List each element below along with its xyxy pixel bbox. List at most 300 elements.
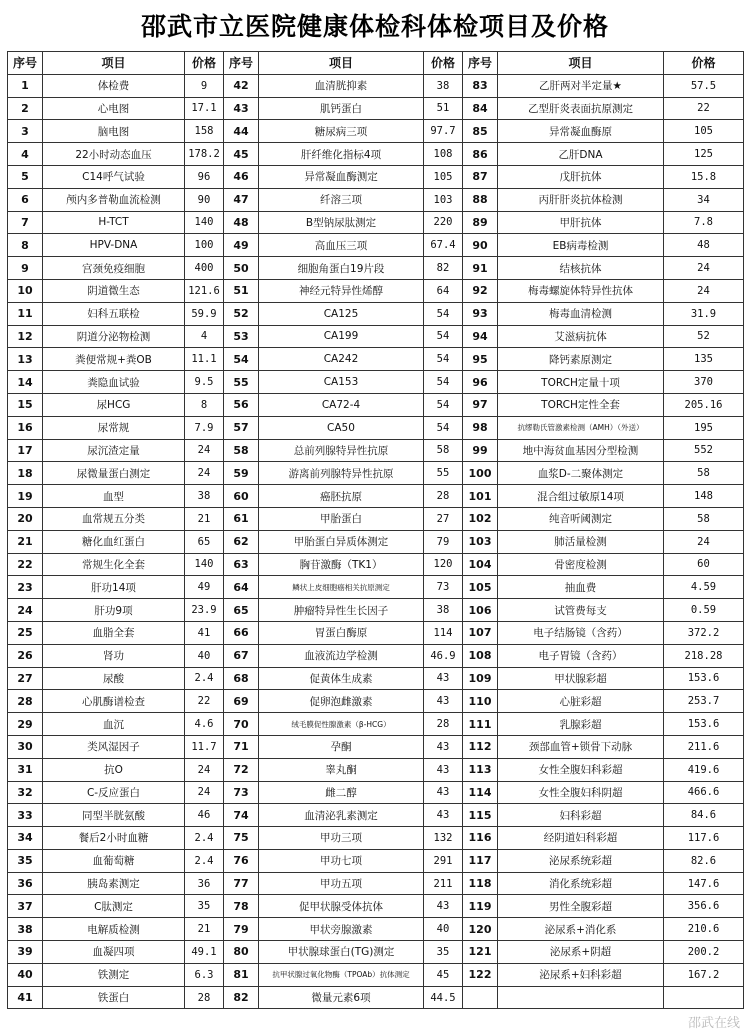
item-number: 92 xyxy=(463,279,498,302)
item-number: 82 xyxy=(224,986,259,1009)
item-number: 114 xyxy=(463,781,498,804)
item-price: 24 xyxy=(185,439,224,462)
item-name: 血葡萄糖 xyxy=(43,849,185,872)
item-price: 372.2 xyxy=(664,621,744,644)
item-name: 阴道分泌物检测 xyxy=(43,325,185,348)
item-price: 158 xyxy=(185,120,224,143)
item-price: 356.6 xyxy=(664,895,744,918)
item-price: 17.1 xyxy=(185,97,224,120)
item-name: CA50 xyxy=(259,416,424,439)
item-price: 43 xyxy=(424,667,463,690)
item-number: 42 xyxy=(224,74,259,97)
item-name: 血型 xyxy=(43,485,185,508)
item-number: 4 xyxy=(8,143,43,166)
item-name: 经阴道妇科彩超 xyxy=(498,827,664,850)
item-price: 419.6 xyxy=(664,758,744,781)
item-name: 抗O xyxy=(43,758,185,781)
item-number: 47 xyxy=(224,188,259,211)
item-price: 9 xyxy=(185,74,224,97)
item-price: 43 xyxy=(424,804,463,827)
item-price: 400 xyxy=(185,257,224,280)
header-price: 价格 xyxy=(424,52,463,75)
item-price: 552 xyxy=(664,439,744,462)
table-row xyxy=(8,553,744,576)
item-name: TORCH定性全套 xyxy=(498,393,664,416)
item-name: 消化系统彩超 xyxy=(498,872,664,895)
item-number: 111 xyxy=(463,713,498,736)
item-number: 29 xyxy=(8,713,43,736)
item-price: 11.1 xyxy=(185,348,224,371)
item-number: 18 xyxy=(8,462,43,485)
item-name: 甲功七项 xyxy=(259,849,424,872)
item-name: 孕酮 xyxy=(259,735,424,758)
item-name: 心电图 xyxy=(43,97,185,120)
item-number: 55 xyxy=(224,371,259,394)
item-name: 胰岛素测定 xyxy=(43,872,185,895)
item-number: 62 xyxy=(224,530,259,553)
item-number: 31 xyxy=(8,758,43,781)
item-name: CA125 xyxy=(259,302,424,325)
item-number: 19 xyxy=(8,485,43,508)
item-name: 电子胃镜（含药） xyxy=(498,644,664,667)
item-number: 25 xyxy=(8,621,43,644)
item-price: 466.6 xyxy=(664,781,744,804)
item-name: 女性全腹妇科彩超 xyxy=(498,758,664,781)
item-name: 泌尿系+消化系 xyxy=(498,918,664,941)
table-row xyxy=(8,302,744,325)
item-name: 骨密度检测 xyxy=(498,553,664,576)
item-price: 100 xyxy=(185,234,224,257)
item-price: 58 xyxy=(664,507,744,530)
item-number: 45 xyxy=(224,143,259,166)
item-name: 妇科彩超 xyxy=(498,804,664,827)
item-number: 66 xyxy=(224,621,259,644)
item-number: 1 xyxy=(8,74,43,97)
item-number: 59 xyxy=(224,462,259,485)
item-name: 乙肝两对半定量★ xyxy=(498,74,664,97)
item-number: 90 xyxy=(463,234,498,257)
item-number: 16 xyxy=(8,416,43,439)
item-name xyxy=(498,986,664,1009)
item-name: 甲功五项 xyxy=(259,872,424,895)
item-price: 132 xyxy=(424,827,463,850)
table-row xyxy=(8,234,744,257)
item-name: 粪隐血试验 xyxy=(43,371,185,394)
item-price: 21 xyxy=(185,507,224,530)
item-name: 甲胎蛋白异质体测定 xyxy=(259,530,424,553)
item-name: 抽血费 xyxy=(498,576,664,599)
item-name: 抗甲状腺过氧化物酶（TPOAb）抗体测定 xyxy=(259,963,424,986)
item-number: 103 xyxy=(463,530,498,553)
item-name: 脑电图 xyxy=(43,120,185,143)
item-price: 43 xyxy=(424,895,463,918)
item-name: 雌二醇 xyxy=(259,781,424,804)
item-number: 41 xyxy=(8,986,43,1009)
table-row xyxy=(8,325,744,348)
item-name: 试管费每支 xyxy=(498,599,664,622)
item-price: 7.9 xyxy=(185,416,224,439)
item-name: 体检费 xyxy=(43,74,185,97)
table-row xyxy=(8,713,744,736)
item-number: 67 xyxy=(224,644,259,667)
header-price: 价格 xyxy=(185,52,224,75)
item-price: 52 xyxy=(664,325,744,348)
item-name: 尿常规 xyxy=(43,416,185,439)
item-price: 8 xyxy=(185,393,224,416)
item-name: 铁蛋白 xyxy=(43,986,185,1009)
item-price: 44.5 xyxy=(424,986,463,1009)
item-price: 45 xyxy=(424,963,463,986)
item-price: 200.2 xyxy=(664,941,744,964)
table-row xyxy=(8,804,744,827)
item-price: 135 xyxy=(664,348,744,371)
item-price: 43 xyxy=(424,735,463,758)
item-number: 79 xyxy=(224,918,259,941)
item-number: 2 xyxy=(8,97,43,120)
table-row xyxy=(8,576,744,599)
item-name: 女性全腹妇科阴超 xyxy=(498,781,664,804)
item-name: 肝功14项 xyxy=(43,576,185,599)
item-price: 38 xyxy=(424,74,463,97)
item-price: 57.5 xyxy=(664,74,744,97)
table-row xyxy=(8,986,744,1009)
item-number: 7 xyxy=(8,211,43,234)
item-name: H-TCT xyxy=(43,211,185,234)
item-number: 118 xyxy=(463,872,498,895)
item-number: 98 xyxy=(463,416,498,439)
item-number: 65 xyxy=(224,599,259,622)
table-row xyxy=(8,690,744,713)
item-name: 泌尿系+妇科彩超 xyxy=(498,963,664,986)
item-number: 91 xyxy=(463,257,498,280)
item-number: 61 xyxy=(224,507,259,530)
item-number: 8 xyxy=(8,234,43,257)
item-name: 血凝四项 xyxy=(43,941,185,964)
table-row xyxy=(8,416,744,439)
item-name: 电子结肠镜（含药） xyxy=(498,621,664,644)
item-name: 血清泌乳素测定 xyxy=(259,804,424,827)
item-name: 尿沉渣定量 xyxy=(43,439,185,462)
table-row xyxy=(8,644,744,667)
header-no: 序号 xyxy=(224,52,259,75)
item-name: 胃蛋白酶原 xyxy=(259,621,424,644)
item-name: 抗缪勒氏管激素检测（AMH）（外送） xyxy=(498,416,664,439)
item-number: 99 xyxy=(463,439,498,462)
item-price: 54 xyxy=(424,302,463,325)
item-number: 10 xyxy=(8,279,43,302)
item-number: 112 xyxy=(463,735,498,758)
item-number xyxy=(463,986,498,1009)
item-price: 28 xyxy=(185,986,224,1009)
table-row xyxy=(8,485,744,508)
item-price: 65 xyxy=(185,530,224,553)
item-number: 63 xyxy=(224,553,259,576)
item-price: 6.3 xyxy=(185,963,224,986)
item-name: 同型半胱氨酸 xyxy=(43,804,185,827)
table-row xyxy=(8,735,744,758)
item-price: 24 xyxy=(185,462,224,485)
item-name: 乙肝DNA xyxy=(498,143,664,166)
item-name: 促黄体生成素 xyxy=(259,667,424,690)
item-name: 细胞角蛋白19片段 xyxy=(259,257,424,280)
item-number: 49 xyxy=(224,234,259,257)
item-number: 58 xyxy=(224,439,259,462)
item-number: 77 xyxy=(224,872,259,895)
item-name: 尿微量蛋白测定 xyxy=(43,462,185,485)
item-name: 尿HCG xyxy=(43,393,185,416)
item-number: 105 xyxy=(463,576,498,599)
item-price: 4.59 xyxy=(664,576,744,599)
table-row xyxy=(8,462,744,485)
item-price: 28 xyxy=(424,713,463,736)
item-name: 高血压三项 xyxy=(259,234,424,257)
item-number: 15 xyxy=(8,393,43,416)
item-number: 69 xyxy=(224,690,259,713)
item-name: 颅内多普勒血流检测 xyxy=(43,188,185,211)
item-name: 血常规五分类 xyxy=(43,507,185,530)
item-name: 泌尿系统彩超 xyxy=(498,849,664,872)
item-number: 53 xyxy=(224,325,259,348)
table-header-row xyxy=(8,52,744,75)
item-number: 78 xyxy=(224,895,259,918)
item-name: 妇科五联检 xyxy=(43,302,185,325)
item-price: 103 xyxy=(424,188,463,211)
item-name: 铁测定 xyxy=(43,963,185,986)
table-row xyxy=(8,371,744,394)
item-number: 23 xyxy=(8,576,43,599)
table-row xyxy=(8,781,744,804)
table-row xyxy=(8,599,744,622)
item-name: 糖化血红蛋白 xyxy=(43,530,185,553)
item-number: 52 xyxy=(224,302,259,325)
item-number: 33 xyxy=(8,804,43,827)
item-price: 67.4 xyxy=(424,234,463,257)
item-price: 84.6 xyxy=(664,804,744,827)
table-row xyxy=(8,143,744,166)
item-number: 68 xyxy=(224,667,259,690)
item-number: 14 xyxy=(8,371,43,394)
item-number: 93 xyxy=(463,302,498,325)
item-name: 颈部血管+锁骨下动脉 xyxy=(498,735,664,758)
item-price: 153.6 xyxy=(664,713,744,736)
item-number: 106 xyxy=(463,599,498,622)
item-price: 24 xyxy=(185,758,224,781)
item-number: 11 xyxy=(8,302,43,325)
item-price: 36 xyxy=(185,872,224,895)
item-number: 34 xyxy=(8,827,43,850)
price-table xyxy=(7,51,744,1009)
item-number: 44 xyxy=(224,120,259,143)
item-number: 113 xyxy=(463,758,498,781)
item-price: 60 xyxy=(664,553,744,576)
item-number: 71 xyxy=(224,735,259,758)
item-name: 促甲状腺受体抗体 xyxy=(259,895,424,918)
header-price: 价格 xyxy=(664,52,744,75)
item-name: 微量元素6项 xyxy=(259,986,424,1009)
item-price: 43 xyxy=(424,781,463,804)
item-price: 253.7 xyxy=(664,690,744,713)
item-price: 0.59 xyxy=(664,599,744,622)
item-number: 84 xyxy=(463,97,498,120)
item-number: 115 xyxy=(463,804,498,827)
item-price: 140 xyxy=(185,553,224,576)
item-number: 21 xyxy=(8,530,43,553)
table-row xyxy=(8,827,744,850)
item-price: 54 xyxy=(424,416,463,439)
item-name: 梅毒螺旋体特异性抗体 xyxy=(498,279,664,302)
item-price: 4.6 xyxy=(185,713,224,736)
item-price: 82 xyxy=(424,257,463,280)
item-name: C肽测定 xyxy=(43,895,185,918)
item-price: 97.7 xyxy=(424,120,463,143)
item-price: 28 xyxy=(424,485,463,508)
item-price: 24 xyxy=(664,257,744,280)
item-name: HPV-DNA xyxy=(43,234,185,257)
item-number: 86 xyxy=(463,143,498,166)
item-name: 尿酸 xyxy=(43,667,185,690)
header-item: 项目 xyxy=(43,52,185,75)
item-name: 心脏彩超 xyxy=(498,690,664,713)
item-name: 梅毒血清检测 xyxy=(498,302,664,325)
item-number: 56 xyxy=(224,393,259,416)
item-price: 46.9 xyxy=(424,644,463,667)
item-price: 54 xyxy=(424,325,463,348)
item-number: 107 xyxy=(463,621,498,644)
item-name: 纯音听阈测定 xyxy=(498,507,664,530)
item-name: 地中海贫血基因分型检测 xyxy=(498,439,664,462)
item-number: 117 xyxy=(463,849,498,872)
item-price: 108 xyxy=(424,143,463,166)
item-name: CA199 xyxy=(259,325,424,348)
item-number: 13 xyxy=(8,348,43,371)
item-name: 癌胚抗原 xyxy=(259,485,424,508)
item-name: 睾丸酮 xyxy=(259,758,424,781)
item-price: 58 xyxy=(664,462,744,485)
item-name: C-反应蛋白 xyxy=(43,781,185,804)
item-price: 211 xyxy=(424,872,463,895)
item-number: 94 xyxy=(463,325,498,348)
item-name: 宫颈免疫细胞 xyxy=(43,257,185,280)
item-name: 甲状旁腺激素 xyxy=(259,918,424,941)
item-name: 肝功9项 xyxy=(43,599,185,622)
item-price: 15.8 xyxy=(664,165,744,188)
item-number: 101 xyxy=(463,485,498,508)
table-row xyxy=(8,507,744,530)
item-price: 79 xyxy=(424,530,463,553)
item-number: 120 xyxy=(463,918,498,941)
item-price: 43 xyxy=(424,758,463,781)
item-number: 87 xyxy=(463,165,498,188)
table-row xyxy=(8,667,744,690)
item-number: 38 xyxy=(8,918,43,941)
item-name: 餐后2小时血糖 xyxy=(43,827,185,850)
item-price: 11.7 xyxy=(185,735,224,758)
item-price: 9.5 xyxy=(185,371,224,394)
item-number: 100 xyxy=(463,462,498,485)
item-number: 28 xyxy=(8,690,43,713)
item-name: 混合组过敏原14项 xyxy=(498,485,664,508)
item-name: 阴道微生态 xyxy=(43,279,185,302)
item-price: 96 xyxy=(185,165,224,188)
item-name: 绒毛膜促性腺激素（β-HCG） xyxy=(259,713,424,736)
item-name: 甲状腺彩超 xyxy=(498,667,664,690)
item-number: 96 xyxy=(463,371,498,394)
item-price: 178.2 xyxy=(185,143,224,166)
item-name: 肿瘤特异性生长因子 xyxy=(259,599,424,622)
item-name: 甲肝抗体 xyxy=(498,211,664,234)
item-price: 21 xyxy=(185,918,224,941)
item-number: 27 xyxy=(8,667,43,690)
item-name: 肺活量检测 xyxy=(498,530,664,553)
table-row xyxy=(8,74,744,97)
table-row xyxy=(8,165,744,188)
item-name: 促卵泡雌激素 xyxy=(259,690,424,713)
table-row xyxy=(8,120,744,143)
item-number: 3 xyxy=(8,120,43,143)
item-name: CA72-4 xyxy=(259,393,424,416)
item-price: 41 xyxy=(185,621,224,644)
item-name: 神经元特异性烯醇 xyxy=(259,279,424,302)
item-name: 胸苷激酶（TK1） xyxy=(259,553,424,576)
item-price: 49 xyxy=(185,576,224,599)
item-number: 122 xyxy=(463,963,498,986)
item-number: 26 xyxy=(8,644,43,667)
table-row xyxy=(8,530,744,553)
item-price: 73 xyxy=(424,576,463,599)
item-number: 121 xyxy=(463,941,498,964)
item-price: 4 xyxy=(185,325,224,348)
item-price: 370 xyxy=(664,371,744,394)
item-name: 鳞状上皮细胞癌相关抗原测定 xyxy=(259,576,424,599)
item-number: 83 xyxy=(463,74,498,97)
item-number: 76 xyxy=(224,849,259,872)
item-name: 丙肝肝炎抗体检测 xyxy=(498,188,664,211)
item-name: 血脂全套 xyxy=(43,621,185,644)
table-row xyxy=(8,849,744,872)
item-price: 211.6 xyxy=(664,735,744,758)
item-number: 36 xyxy=(8,872,43,895)
item-price: 35 xyxy=(185,895,224,918)
item-price: 22 xyxy=(664,97,744,120)
item-name: 肝纤维化指标4项 xyxy=(259,143,424,166)
item-name: 艾滋病抗体 xyxy=(498,325,664,348)
item-name: 粪便常规+粪OB xyxy=(43,348,185,371)
item-number: 54 xyxy=(224,348,259,371)
item-name: CA153 xyxy=(259,371,424,394)
item-number: 74 xyxy=(224,804,259,827)
item-price: 114 xyxy=(424,621,463,644)
item-price: 7.8 xyxy=(664,211,744,234)
table-row xyxy=(8,279,744,302)
item-price: 51 xyxy=(424,97,463,120)
table-row xyxy=(8,621,744,644)
item-price: 40 xyxy=(424,918,463,941)
header-item: 项目 xyxy=(259,52,424,75)
item-price: 49.1 xyxy=(185,941,224,964)
item-name: C14呼气试验 xyxy=(43,165,185,188)
item-name: 游离前列腺特异性抗原 xyxy=(259,462,424,485)
item-price: 205.16 xyxy=(664,393,744,416)
table-row xyxy=(8,257,744,280)
item-name: 纤溶三项 xyxy=(259,188,424,211)
item-name: 肌钙蛋白 xyxy=(259,97,424,120)
item-price: 147.6 xyxy=(664,872,744,895)
item-name: 异常凝血酶原 xyxy=(498,120,664,143)
watermark: 邵武在线 xyxy=(687,1016,740,1031)
table-row xyxy=(8,439,744,462)
item-price: 195 xyxy=(664,416,744,439)
item-name: 戊肝抗体 xyxy=(498,165,664,188)
